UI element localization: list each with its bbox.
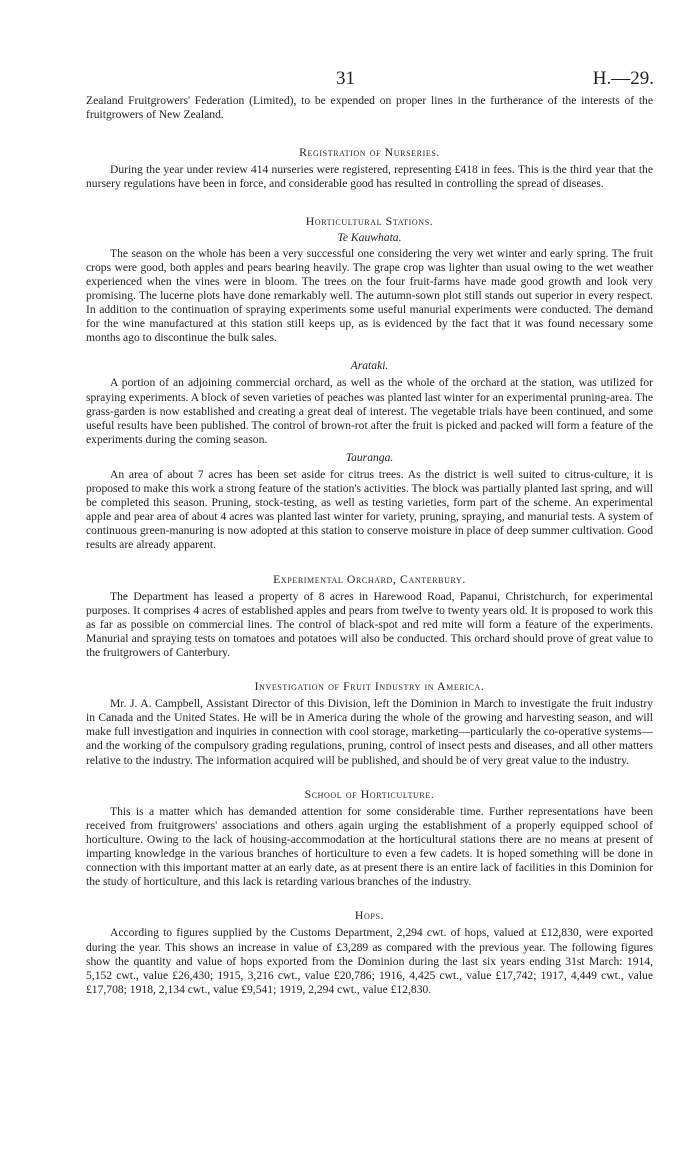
registration-heading: Registration of Nurseries. (299, 145, 440, 160)
te-kauwhata-paragraph: The season on the whole has been a very successful one considering the very wet winter and early spring. The fruit crops were good, both apples and pears bearing heavily. The grape crop was lighter than usual owing to the wet weather experienced when the vines were in bloom. The trees on the four fruit-farms have made good growth and look very promising. The lucerne plots have done remarkably well. The autumn-sown plot still stands out superior in every respect. In addition to the continuation of spraying experiments some useful manurial experiments were conducted. The demand for the wine manufactured at this station still keeps up, as is evidenced by the fact that it was found necessary some months ago to discontinue the bulk sales. (86, 246, 653, 345)
horticultural-stations-heading: Horticultural Stations. (305, 214, 434, 229)
hops-heading: Hops. (354, 908, 385, 923)
tauranga-subheading: Tauranga. (345, 450, 394, 464)
registration-paragraph: During the year under review 414 nurseries were registered, representing £418 in fees. This is the third year that the nursery regulations have been in force, and considerable good has resulted in controlling the spread of diseases. (86, 163, 653, 191)
page-number: 31 (336, 68, 355, 89)
school-heading: School of Horticulture. (304, 786, 435, 801)
arataki-subheading: Arataki. (350, 359, 389, 373)
canterbury-orchard-paragraph: The Department has leased a property of 8 acres in Harewood Road, Papanui, Christchurch, for experimental purposes. It comprises 4 acres of established apples and pears from twelve to twenty years old. It is proposed to work this as far as possible on commercial lines. The control of black-spot and red mite will form a feature of the experiments. Manurial and spraying tests on tomatoes and potatoes will also be conducted. This orchard should prove of great value to the fruitgrowers of Canterbury. (86, 589, 653, 659)
intro-paragraph: Zealand Fruitgrowers' Federation (Limited), to be expended on proper lines in the furtherance of the interests of the fruitgrowers of New Zealand. (86, 94, 653, 122)
canterbury-orchard-heading: Experimental Orchard, Canterbury. (273, 571, 466, 586)
america-investigation-paragraph: Mr. J. A. Campbell, Assistant Director of this Division, left the Dominion in March to investigate the fruit industry in Canada and the United States. He will be in America during the whole of the growing and harvesting season, and will make full investigation and inquiries in connection with cool storage, marketing—particularly the co-operative systems—and the working of the compulsory grading regulations, pruning, control of insect pests and diseases, and all other matters relative to the industry. The information acquired will be published, and should be of very great value to the industry. (86, 697, 653, 767)
document-reference: H.—29. (592, 68, 654, 89)
school-paragraph: This is a matter which has demanded attention for some considerable time. Further representations have been received from fruitgrowers' associations and others again urging the establishment of a properly equipped school of horticulture. Owing to the lack of housing-accommodation at the horticultural stations there are no means at present of imparting knowledge in the various branches of horticulture to even a few cadets. It is hoped something will be done in connection with this important matter at an early date, as at present there is an entire lack of facilities in this Dominion for the study of horticulture, and this lack is retarding various branches of the industry. (86, 804, 653, 889)
page-body (86, 94, 653, 997)
te-kauwhata-subheading: Te Kauwhata. (337, 230, 402, 244)
tauranga-paragraph: An area of about 7 acres has been set aside for citrus trees. As the district is well suited to citrus-culture, it is proposed to make this work a strong feature of the station's activities. The block was partially planted last spring, and will be completed this season. Pruning, stock-testing, as well as testing varieties, form part of the scheme. An experimental apple and pear area of about 4 acres was planted last winter for variety, pruning, spraying, and manurial tests. A system of continuous green-manuring is now adopted at this station to conserve moisture in place of deep summer cultivation. Good results are already apparent. (86, 467, 653, 552)
america-investigation-heading: Investigation of Fruit Industry in America. (254, 679, 485, 694)
arataki-paragraph: A portion of an adjoining commercial orchard, as well as the whole of the orchard at the station, was utilized for spraying experiments. A block of seven varieties of peaches was planted last winter for an experimental pruning-area. The grass-garden is now established and creating a great deal of interest. The vegetable trials have been continued, and some useful results have been published. The control of brown-rot after the fruit is picked and packed will form a feature of the experiments during the coming season. (86, 376, 653, 446)
hops-paragraph: According to figures supplied by the Customs Department, 2,294 cwt. of hops, valued at £12,830, were exported during the year. This shows an increase in value of £3,289 as compared with the previous year. The following figures show the quantity and value of hops exported from the Dominion during the last six years ending 31st March: 1914, 5,152 cwt., value £26,430; 1915, 3,216 cwt., value £20,786; 1916, 4,425 cwt., value £17,742; 1917, 4,449 cwt., value £17,708; 1918, 2,134 cwt., value £9,541; 1919, 2,294 cwt., value £12,830. (86, 926, 653, 996)
